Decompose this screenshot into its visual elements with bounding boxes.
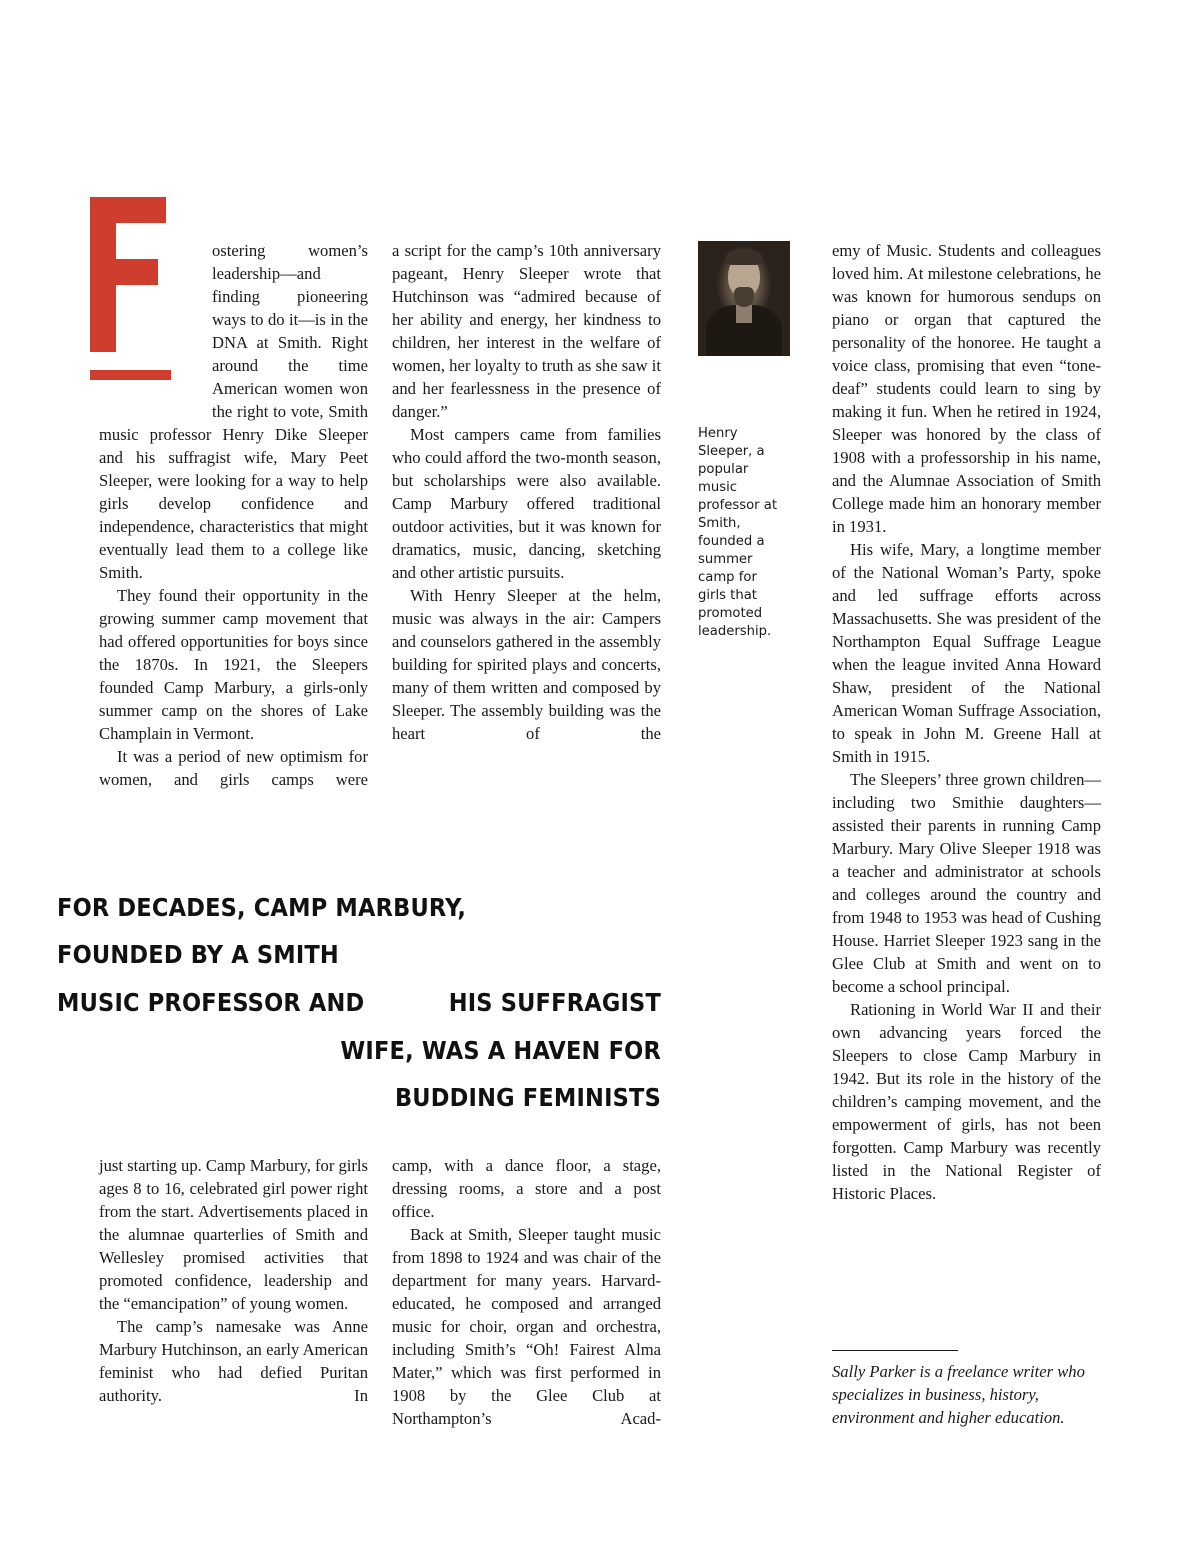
paragraph: The camp’s namesake was Anne Marbury Hutchinson, an early American feminist who had defied Puritan authority. In (99, 1317, 368, 1405)
paragraph: emy of Music. Students and colleagues loved him. At milestone celebrations, he was known for humorous sendups on piano or organ that captured the personality of the honoree. He taught a voice class, promising that even “tone-deaf” students could learn to sing by making it fun. When he retired in 1924, Sleeper was honored by the class of 1908 with a professorship in his name, and the Alumnae Association of Smith College made him an honorary member in 1931. (832, 241, 1101, 536)
pull-quote-line: FOR DECADES, CAMP MARBURY, (57, 893, 467, 922)
paragraph: With Henry Sleeper at the helm, music was always in the air: Campers and counselors gathered in the assembly building for spirited plays and concerts, many of them written and composed by Sleeper. The assembly building was the heart of the (392, 586, 661, 743)
paragraph: The Sleepers’ three grown children—including two Smithie daughters—assisted their parents in running Camp Marbury. Mary Olive Sleeper 1918 was a teacher and administrator at schools and colleges around the country and from 1948 to 1953 was head of Cushing House. Harriet Sleeper 1923 sang in the Glee Club at Smith and went on to become a school principal. (832, 770, 1101, 996)
article-column-1-bottom (99, 1154, 368, 1407)
drop-cap-f (99, 239, 212, 419)
bio-divider (832, 1350, 958, 1351)
article-column-1-top (99, 239, 368, 791)
article-column-2-bottom (392, 1154, 661, 1430)
portrait-photo-henry-sleeper (698, 241, 790, 356)
paragraph: Back at Smith, Sleeper taught music from 1898 to 1924 and was chair of the department for many years. Harvard-educated, he composed and arranged music for choir, organ and orchestra, including Smith’s “Oh! Fairest Alma Mater,” which was first performed in 1908 by the Glee Club at Northampton’s Acad- (392, 1225, 661, 1428)
paragraph: Rationing in World War II and their own advancing years forced the Sleepers to close Camp Marbury in 1942. But its role in the history of the children’s camping movement, and the empowerment of girls, has not been forgotten. Camp Marbury was recently listed in the National Register of Historic Places. (832, 1000, 1101, 1203)
paragraph: just starting up. Camp Marbury, for girls ages 8 to 16, celebrated girl power right from the start. Advertisements placed in the alumnae quarterlies of Smith and Wellesley promised activities that promoted confidence, leadership and the “emancipation” of young women. (99, 1156, 368, 1313)
pull-quote-line: FOUNDED BY A SMITH (57, 940, 339, 969)
paragraph: camp, with a dance floor, a stage, dressing rooms, a store and a post office. (392, 1156, 661, 1221)
author-bio: Sally Parker is a freelance writer who specializes in business, history, environment and higher education. (832, 1362, 1085, 1427)
paragraph: a script for the camp’s 10th anniversary pageant, Henry Sleeper wrote that Hutchinson was “admired because of her ability and energy, her kindness to children, her interest in the welfare of women, her loyalty to truth as she saw it and her fearlessness in the presence of danger.” (392, 241, 661, 421)
article-column-2-top (392, 239, 661, 745)
pull-quote-line: MUSIC PROFESSOR AND (57, 988, 365, 1017)
article-column-4 (832, 239, 1101, 1205)
paragraph: They found their opportunity in the growing summer camp movement that had offered opportunities for boys since the 1870s. In 1921, the Sleepers founded Camp Marbury, a girls-only summer camp on the shores of Lake Champlain in Vermont. (99, 586, 368, 743)
pull-quote-line: HIS SUFFRAGIST (448, 988, 661, 1017)
photo-caption: Henry Sleeper, a popular music professor at Smith, founded a summer camp for girls that promoted leadership. (698, 426, 778, 639)
paragraph: His wife, Mary, a longtime member of the National Woman’s Party, spoke and led suffrage efforts across Massachusetts. She was president of the Northampton Equal Suffrage League when the league invited Anna Howard Shaw, president of the National American Woman Suffrage Association, to speak in John M. Greene Hall at Smith in 1915. (832, 540, 1101, 766)
paragraph: ostering women’s leadership—and finding pioneering ways to do it—is in the DNA at Smith. Right around the time American women won the right to vote, Smith music professor Henry Dike Sleeper and his suffragist wife, Mary Peet Sleeper, were looking for a way to help girls develop confidence and independence, characteristics that might eventually lead them to a college like Smith. (99, 241, 368, 582)
paragraph: It was a period of new optimism for women, and girls camps were (99, 747, 368, 789)
pull-quote-line: WIFE, WAS A HAVEN FOR (340, 1036, 661, 1065)
paragraph: Most campers came from families who could afford the two-month season, but scholarships were also available. Camp Marbury offered traditional outdoor activities, but it was known for dramatics, music, dancing, sketching and other artistic pursuits. (392, 425, 661, 582)
pull-quote-line: BUDDING FEMINISTS (394, 1083, 661, 1112)
